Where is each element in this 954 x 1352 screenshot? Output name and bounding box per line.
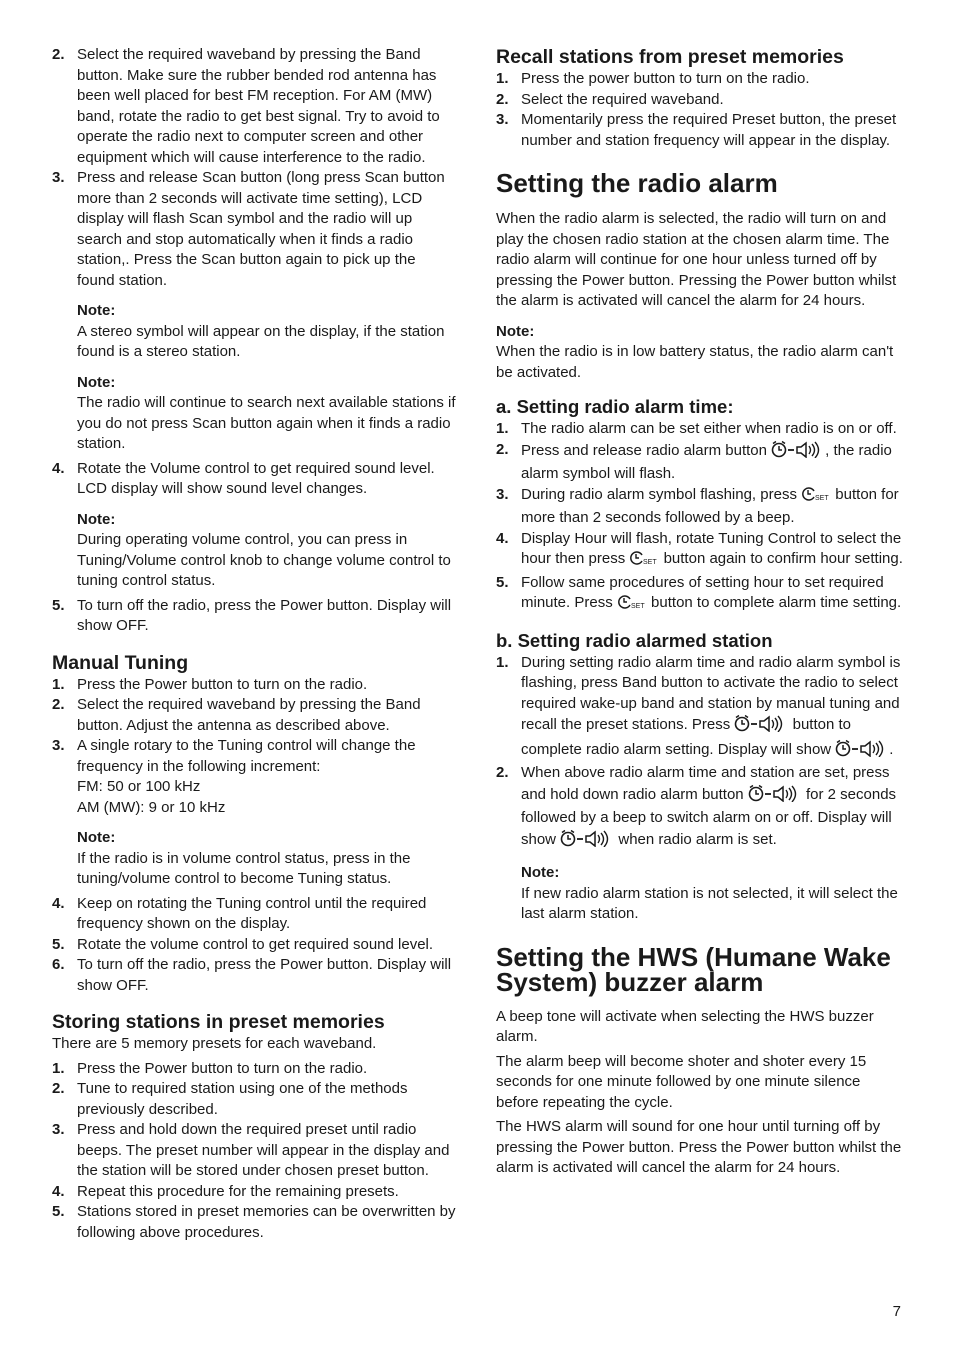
list-item: 6. To turn off the radio, press the Power button. Display will show OFF. [52, 956, 452, 994]
hws-paragraph-3: The HWS alarm will sound for one hour until turning off by pressing the Power button. Press the Power button whilst the alarm is activated will cancel the alarm for 24 hours. [496, 1118, 902, 1176]
list-item: 5. Follow same procedures of setting hour to set required minute. Press SET button to complete alarm time setting. [496, 573, 904, 617]
list-item: 3. A single rotary to the Tuning control will change the frequency in the following increment: FM: 50 or 100 kHz AM (MW): 9 or 10 kHz [52, 737, 416, 816]
list-item: 4. Rotate the Volume control to get required sound level. LCD display will show sound level changes. [52, 459, 435, 497]
hws-paragraph-2: The alarm beep will become shoter and shoter every 15 seconds for one minute followed by one minute silence before repeating the cycle. [496, 1052, 867, 1111]
storing-intro: There are 5 memory presets for each waveband. [52, 1035, 377, 1052]
left-column [52, 45, 457, 1243]
list-item: 2. When above radio alarm time and station are set, press and hold down radio alarm button for 2 seconds followed by a beep to switch alarm on or off. Display will show when radio alarm is set. [496, 763, 904, 853]
storing-steps [52, 1059, 457, 1244]
recall-steps [496, 69, 904, 151]
volume-steps [52, 459, 457, 500]
clock-set-icon [617, 594, 647, 617]
note-block [52, 510, 457, 592]
heading-storing-presets: Storing stations in preset memories [52, 1011, 385, 1033]
heading-manual-tuning: Manual Tuning [52, 651, 189, 674]
manual-tuning-steps-2 [52, 894, 457, 997]
note-block [52, 301, 457, 455]
heading-hws-alarm: Setting the HWS (Humane Wake System) buzzer alarm [496, 941, 891, 997]
heading-radio-alarm: Setting the radio alarm [496, 168, 778, 198]
clock-set-icon [629, 550, 659, 573]
list-item: 2. Press and release radio alarm button , the radio alarm symbol will flash. [496, 440, 892, 482]
list-item: 1. Press the power button to turn on the radio. [496, 70, 810, 87]
list-item: 3. Press and release Scan button (long press Scan button more than 2 seconds will activate time setting), LCD display will flash Scan symbol and the radio will up search and stop automatically when it finds a radio station,. Press the Scan button again to pick up the found station. [52, 169, 445, 289]
set-label: SET [630, 603, 645, 610]
list-item: 4. Keep on rotating the Tuning control until the required frequency shown on the display. [52, 894, 427, 932]
note-search: Note: The radio will continue to search next available stations if you do not press Scan button again when it finds a radio station. [77, 373, 456, 452]
off-steps [52, 596, 457, 637]
list-item: 3. During radio alarm symbol flashing, press SET button for more than 2 seconds followed by a beep. [496, 485, 899, 526]
list-item: 1. During setting radio alarm time and radio alarm symbol is flashing, press Band button to activate the radio to select required wake-up band and station by manual tuning and recall the preset stations. Press button to complete radio alarm setting. Display will show . [496, 653, 904, 764]
alarm-intro: When the radio alarm is selected, the radio will turn on and play the chosen radio station at the chosen alarm time. The radio alarm will continue for one hour unless turned off by pressing the Power button. Pressing the Power button whilst the alarm is activated will cancel the alarm for 24 hours. [496, 210, 897, 309]
list-item: 5. Rotate the volume control to get required sound level. [52, 935, 434, 953]
list-item: 5. To turn off the radio, press the Power button. Display will show OFF. [52, 596, 452, 634]
note-low-battery: Note: When the radio is in low battery status, the radio alarm can't be activated. [496, 322, 894, 381]
list-item: 2. Select the required waveband by pressing the Band button. Make sure the rubber bended rod antenna has been well placed for best FM reception. For AM (MW) band, rotate the radio to get best signal. Try to avoid to operate the radio next to computer screen and other equipment which will cause interference to the radio. [52, 46, 440, 166]
list-item: 2. Select the required waveband by pressing the Band button. Adjust the antenna as described above. [52, 696, 421, 734]
continued-steps [52, 45, 457, 291]
note-block [52, 828, 457, 890]
hws-paragraph-1: A beep tone will activate when selecting the HWS buzzer alarm. [496, 1007, 874, 1045]
list-item: 1. Press the Power button to turn on the radio. [52, 675, 368, 693]
clock-set-icon [801, 486, 831, 509]
alarm-radio-icon [835, 739, 889, 764]
heading-alarm-time: a. Setting radio alarm time: [496, 396, 734, 417]
list-item: 4. Repeat this procedure for the remaining presets. [52, 1182, 399, 1200]
alarm-time-steps [496, 419, 904, 617]
am-increment: AM (MW): 9 or 10 kHz [77, 798, 226, 816]
page-number: 7 [892, 1303, 901, 1320]
note-tuning: Note: If the radio is in volume control status, press in the tuning/volume control to become Tuning status. [77, 829, 411, 887]
alarm-radio-icon [771, 440, 825, 465]
list-item: 2. Select the required waveband. [496, 90, 724, 108]
note-volume: Note: During operating volume control, you can press in Tuning/Volume control knob to change volume control to tuning control status. [77, 510, 451, 589]
alarmed-station-steps [496, 653, 904, 854]
set-label: SET [643, 559, 658, 566]
list-item: 4. Display Hour will flash, rotate Tuning Control to select the hour then press SET button again to confirm hour setting. [496, 529, 904, 573]
note-alarm-station: Note: If new radio alarm station is not selected, it will select the last alarm station. [521, 864, 898, 922]
heading-recall-presets: Recall stations from preset memories [496, 46, 844, 68]
alarm-radio-icon [560, 829, 614, 854]
list-item: 3. Momentarily press the required Preset button, the preset number and station frequency will appear in the display. [496, 111, 897, 149]
fm-increment: FM: 50 or 100 kHz [77, 778, 201, 795]
list-item: 2. Tune to required station using one of the methods previously described. [52, 1080, 408, 1118]
right-column [496, 45, 904, 1179]
list-item: 1. The radio alarm can be set either when radio is on or off. [496, 420, 897, 437]
note-stereo: Note: A stereo symbol will appear on the display, if the station found is a stereo station. [77, 302, 445, 360]
note-block [496, 863, 904, 925]
alarm-radio-icon [748, 784, 802, 809]
list-item: 5. Stations stored in preset memories can be overwritten by following above procedures. [52, 1203, 456, 1241]
heading-alarmed-station: b. Setting radio alarmed station [496, 629, 773, 651]
list-item: 3. Press and hold down the required preset until radio beeps. The preset number will appear in the display and the station will be stored under chosen preset button. [52, 1121, 450, 1179]
set-label: SET [815, 494, 829, 502]
list-item: 1. Press the Power button to turn on the radio. [52, 1059, 368, 1077]
manual-tuning-steps [52, 675, 457, 819]
alarm-radio-icon [734, 714, 788, 739]
